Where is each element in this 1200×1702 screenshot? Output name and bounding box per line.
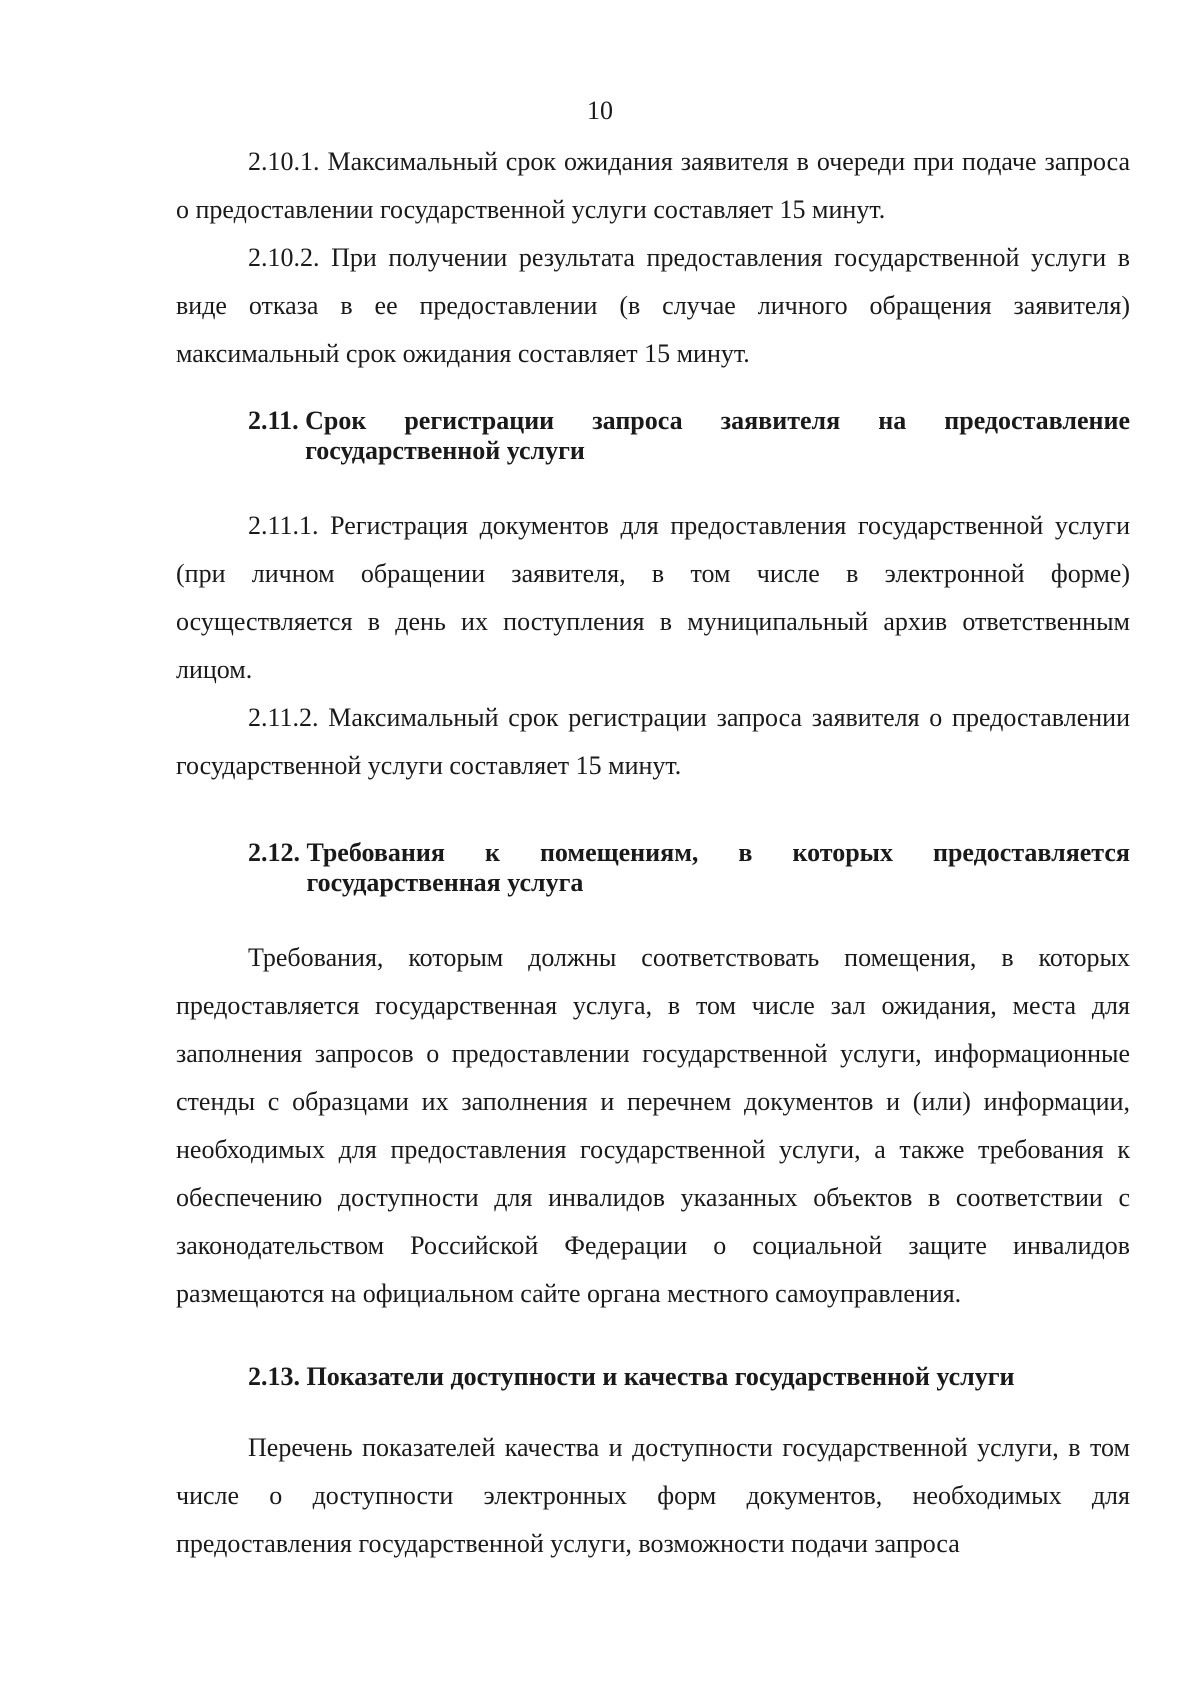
paragraph-2-10-1: 2.10.1. Максимальный срок ожидания заявителя в очереди при подаче запроса о предоставлении государственной услуги составляет 15 минут. xyxy=(176,147,1130,224)
section-heading-2-13 xyxy=(176,1362,1130,1392)
section-title: Срок регистрации запроса заявителя на предоставление государственной услуги xyxy=(305,406,1130,465)
section-number: 2.11. xyxy=(248,406,306,435)
paragraph-2-10-2: 2.10.2. При получении результата предоставления государственной услуги в виде отказа в ее предоставлении (в случае личного обращения заявителя) максимальный срок ожидания составляет 15 минут. xyxy=(176,243,1130,368)
page-number: 10 xyxy=(587,96,613,125)
section-number: 2.13. xyxy=(248,1362,307,1391)
section-heading-2-11 xyxy=(176,406,1130,466)
paragraph-2-11-1: 2.11.1. Регистрация документов для предоставления государственной услуги (при личном обращении заявителя, в том числе в электронной форме) осуществляется в день их поступления в муниципальный архив ответственным лицом. xyxy=(176,511,1130,684)
section-title: Показатели доступности и качества государственной услуги xyxy=(306,1362,1015,1391)
section-title: Требования к помещениям, в которых предоставляется государственная услуга xyxy=(306,838,1130,897)
paragraph-2-12-body: Требования, которым должны соответствовать помещения, в которых предоставляется государственная услуга, в том числе зал ожидания, места для заполнения запросов о предоставлении государственной услуги, информационные стенды с образцами их заполнения и перечнем документов и (или) информации, необходимых для предоставления государственной услуги, а также требования к обеспечению доступности для инвалидов указанных объектов в соответствии с законодательством Российской Федерации о социальной защите инвалидов размещаются на официальном сайте органа местного самоуправления. xyxy=(176,943,1130,1308)
section-number: 2.12. xyxy=(248,838,307,867)
section-heading-2-12 xyxy=(176,838,1130,898)
paragraph-2-13-body: Перечень показателей качества и доступности государственной услуги, в том числе о доступности электронных форм документов, необходимых для предоставления государственной услуги, возможности подачи запроса xyxy=(176,1433,1130,1558)
document-body xyxy=(176,138,1130,1568)
paragraph-2-11-2: 2.11.2. Максимальный срок регистрации запроса заявителя о предоставлении государственной услуги составляет 15 минут. xyxy=(176,703,1130,780)
